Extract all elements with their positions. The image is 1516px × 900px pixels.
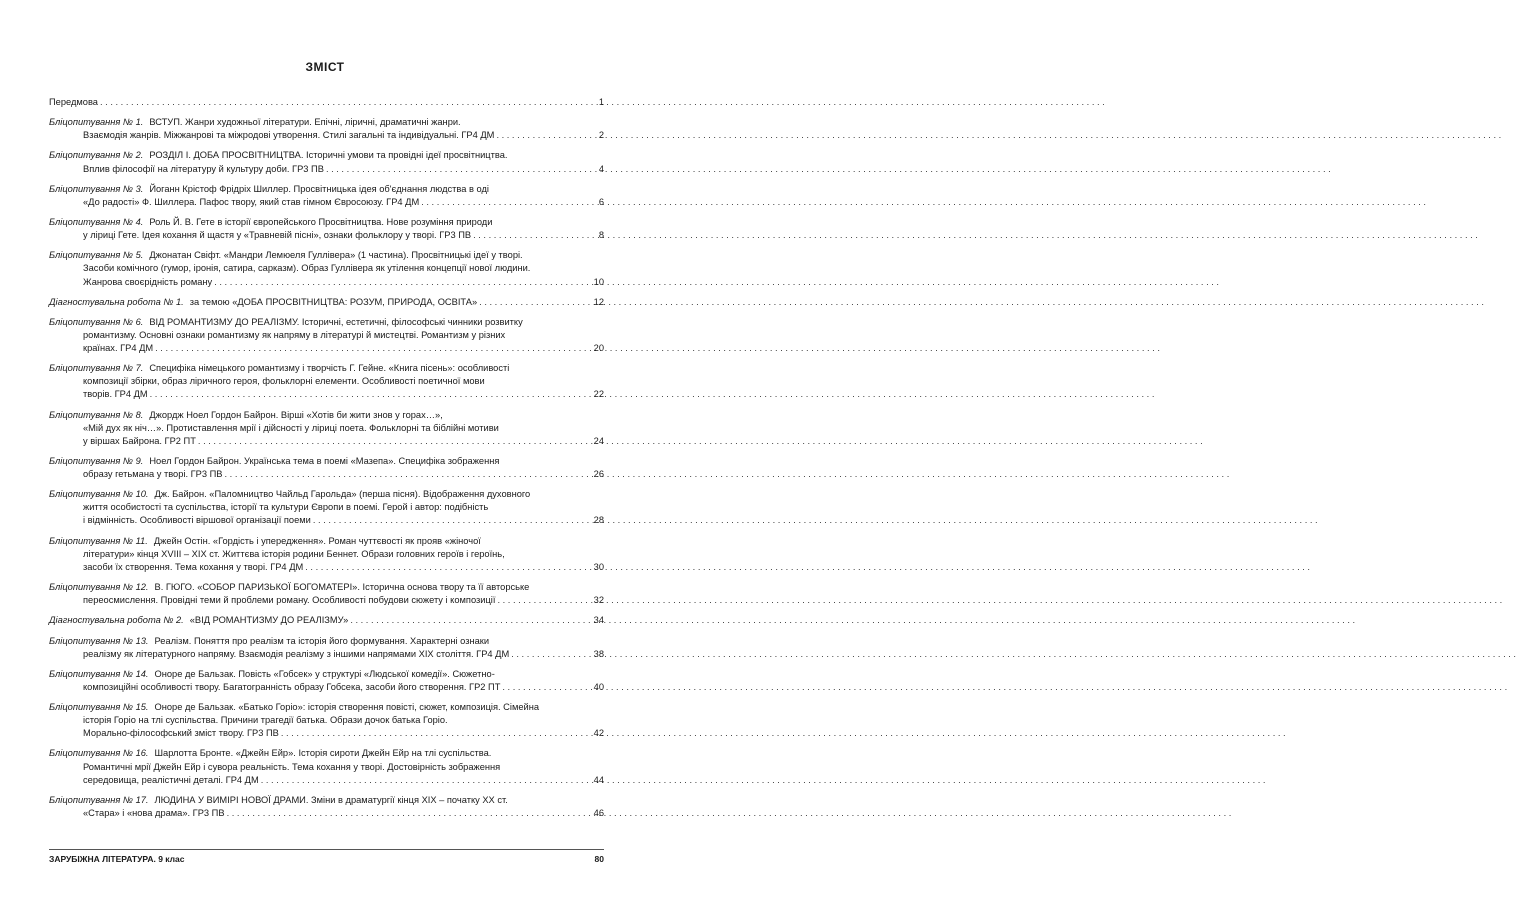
toc-entry-line (49, 714, 604, 727)
toc-entry-title: «Стара» і «нова драма». ГР3 ПВ (83, 807, 225, 818)
toc-entry-text (83, 807, 225, 820)
toc-entry-line (49, 342, 604, 355)
toc-entry-label: Бліцопитування № 15. (49, 702, 149, 713)
toc-entry-line (49, 747, 604, 760)
dot-leader (227, 807, 588, 820)
toc-entry-title: Романтичні мрії Джейн Ейр і сувора реальність. Тема кохання у творі. Достовірність зображення (83, 761, 501, 772)
toc-entry[interactable] (49, 614, 604, 627)
toc-entry-title: життя особистості та суспільства, історії та культури Європи в поемі. Герой і автор: подібність (83, 502, 489, 513)
toc-entry-title: композиції збірки, образ ліричного героя, фольклорні елементи. Особливості поетичної мови (83, 376, 485, 387)
toc-entry[interactable] (49, 535, 604, 574)
toc-page-number: 32 (593, 595, 604, 606)
toc-entry-title: Оноре де Бальзак. Повість «Гобсек» у структурі «Людської комедії». Сюжетно- (154, 668, 495, 679)
dot-leader (326, 163, 588, 176)
dot-leader (198, 435, 588, 448)
toc-entry-label: Бліцопитування № 14. (49, 668, 149, 679)
toc-entry-text (49, 701, 539, 714)
toc-entry-text (49, 635, 489, 648)
toc-page-number: 44 (593, 774, 604, 785)
toc-entry[interactable] (49, 409, 604, 448)
toc-entry-title: реалізму як літературного напряму. Взаємодія реалізму з іншими напрямами XIX століття. ГР4 ДМ (83, 648, 510, 659)
toc-entry-text (49, 488, 530, 501)
toc-entry-text (49, 96, 98, 109)
toc-entry-text (49, 668, 495, 681)
toc-page-number: 30 (593, 561, 604, 572)
toc-entry-text (83, 163, 324, 176)
toc-entry-line (49, 422, 604, 435)
dot-leader (511, 648, 588, 661)
toc-entry-line (49, 276, 604, 289)
footer-page-number: 80 (594, 854, 604, 864)
toc-entry-line (49, 581, 604, 594)
toc-entry-title: Взаємодія жанрів. Міжжанрові та міжродові утворення. Стилі загальні та індивідуальні. ГР4 ДМ (83, 130, 495, 141)
toc-page-number: 38 (593, 648, 604, 659)
toc-entry-text (83, 648, 509, 661)
toc-entry-label: Бліцопитування № 3. (49, 183, 144, 194)
dot-leader (100, 96, 588, 109)
toc-entry-line (49, 468, 604, 481)
toc-entry-line (49, 535, 604, 548)
toc-entry[interactable] (49, 581, 604, 607)
toc-entry-text (83, 129, 494, 142)
toc-entry[interactable] (49, 116, 604, 142)
toc-entry-title: засоби їх створення. Тема кохання у творі. ГР4 ДМ (83, 561, 304, 572)
dot-leader (502, 681, 588, 694)
toc-entry[interactable] (49, 794, 604, 820)
toc-entry[interactable] (49, 362, 604, 401)
toc-entry-title: Йоганн Крістоф Фрідріх Шиллер. Просвітницька ідея об'єднання людства в оді (149, 183, 489, 194)
toc-entry-title: ВСТУП. Жанри художньої літератури. Епічні, ліричні, драматичні жанри. (149, 117, 461, 128)
toc-entry[interactable] (49, 488, 604, 527)
toc-entry[interactable] (49, 635, 604, 661)
dot-leader (225, 468, 589, 481)
toc-page-number: 10 (593, 276, 604, 287)
dot-leader (350, 614, 588, 627)
page-footer (49, 849, 604, 864)
toc-entry-text (83, 196, 419, 209)
toc-entry-line (49, 435, 604, 448)
toc-entry-text (83, 329, 505, 342)
toc-entry-text (83, 422, 499, 435)
toc-entry-line (49, 196, 604, 209)
toc-entry[interactable] (49, 296, 604, 309)
toc-entry-text (83, 229, 471, 242)
toc-entry-text (83, 761, 500, 774)
toc-entry[interactable] (49, 455, 604, 481)
dot-leader (155, 342, 588, 355)
toc-entry-label: Бліцопитування № 13. (49, 635, 149, 646)
toc-entry[interactable] (49, 668, 604, 694)
toc-entry-label: Діагностувальна робота № 1. (49, 296, 184, 307)
toc-entry-text (83, 501, 488, 514)
toc-entry-line (49, 129, 604, 142)
toc-entry-text (49, 614, 348, 627)
toc-entry-title: ВІД РОМАНТИЗМУ ДО РЕАЛІЗМУ. Історичні, естетичні, філософські чинники розвитку (149, 316, 523, 327)
toc-page-number: 20 (593, 343, 604, 354)
toc-page-number: 46 (593, 807, 604, 818)
toc-entry-title: «Мій дух як ніч…». Протиставлення мрії і дійсності у ліриці поета. Фольклорні та біблійні мотиви (83, 422, 499, 433)
toc-entry-text (49, 747, 491, 760)
toc-entry-text (83, 548, 505, 561)
toc-entry-text (49, 296, 477, 309)
toc-entry[interactable] (49, 249, 604, 288)
toc-entry-title: «До радості» Ф. Шиллера. Пафос твору, який став гімном Євросоюзу. ГР4 ДМ (83, 196, 420, 207)
toc-entry[interactable] (49, 149, 604, 175)
toc-entry-line (49, 183, 604, 196)
dot-leader (473, 229, 588, 242)
toc-entry-text (83, 561, 303, 574)
toc-entry-label: Бліцопитування № 16. (49, 748, 149, 759)
toc-entry[interactable] (49, 183, 604, 209)
toc-entry[interactable] (49, 747, 604, 786)
toc-entry-line (49, 262, 604, 275)
toc-entry-title: композиційні особливості твору. Багатогранність образу Гобсека, засоби його створення. ГР2 ПТ (83, 681, 501, 692)
toc-entry-line (49, 594, 604, 607)
toc-page-number: 4 (598, 163, 604, 174)
toc-entry-title: Засоби комічного (гумор, іронія, сатира, сарказм). Образ Гуллівера як утілення концепції нової людини. (83, 263, 531, 274)
toc-entry-line (49, 296, 604, 309)
toc-page-number: 6 (598, 196, 604, 207)
toc-entry-title: і відмінність. Особливості віршової організації поеми (83, 515, 311, 526)
toc-entry[interactable] (49, 701, 604, 740)
page (0, 0, 650, 900)
toc-entry-line (49, 614, 604, 627)
dot-leader (497, 594, 588, 607)
toc-entry-title: історія Горіо на тлі суспільства. Причини трагедії батька. Образи дочок батька Горіо. (83, 715, 448, 726)
table-of-contents (49, 96, 604, 827)
toc-entry-title: Джордж Ноел Гордон Байрон. Вірші «Хотів би жити знов у горах…», (149, 409, 443, 420)
toc-entry-label: Бліцопитування № 7. (49, 363, 144, 374)
toc-entry-text (49, 116, 461, 129)
toc-entry-line (49, 548, 604, 561)
toc-entry-text (49, 409, 443, 422)
toc-entry-text (83, 388, 148, 401)
toc-page-number: 2 (598, 130, 604, 141)
footer-book-title: ЗАРУБІЖНА ЛІТЕРАТУРА. 9 клас (49, 854, 185, 864)
toc-entry-title: у віршах Байрона. ГР2 ПТ (83, 435, 196, 446)
toc-entry-text (49, 216, 492, 229)
toc-entry-title: Ноел Гордон Байрон. Українська тема в поемі «Мазепа». Специфіка зображення (149, 456, 500, 466)
toc-entry-label: Бліцопитування № 9. (49, 456, 144, 466)
toc-entry-line (49, 807, 604, 820)
toc-page-number: 42 (593, 728, 604, 739)
toc-entry-title: В. ГЮГО. «СОБОР ПАРИЗЬКОЇ БОГОМАТЕРІ». Історична основа твору та її авторське (154, 582, 530, 593)
toc-entry-label: Бліцопитування № 2. (49, 150, 144, 161)
dot-leader (421, 196, 588, 209)
toc-entry-title: Морально-філософський зміст твору. ГР3 ПВ (83, 728, 279, 739)
toc-entry-line (49, 216, 604, 229)
toc-page-number: 26 (593, 469, 604, 480)
dot-leader (305, 561, 588, 574)
toc-entry-title: ЛЮДИНА У ВИМІРІ НОВОЇ ДРАМИ. Зміни в драматургії кінця XIX – початку XX ст. (154, 794, 508, 805)
toc-entry-line (49, 501, 604, 514)
toc-entry-title: творів. ГР4 ДМ (83, 389, 148, 400)
toc-entry-line (49, 761, 604, 774)
toc-entry-title: Джейн Остін. «Гордість і упередження». Роман чуттєвості як прояв «жіночої (153, 535, 481, 546)
toc-page-number: 40 (593, 681, 604, 692)
dot-leader (261, 774, 588, 787)
toc-entry-title: Реалізм. Поняття про реалізм та історія його формування. Характерні ознаки (154, 635, 490, 646)
toc-entry-line (49, 455, 604, 468)
toc-page-number: 28 (593, 515, 604, 526)
toc-entry-line (49, 701, 604, 714)
dot-leader (313, 514, 588, 527)
toc-entry-text (49, 794, 508, 807)
toc-page-number: 1 (598, 97, 604, 107)
toc-entry-line (49, 249, 604, 262)
toc-entry-label: Бліцопитування № 17. (49, 794, 149, 805)
toc-entry-line (49, 648, 604, 661)
toc-entry-title: Специфіка німецького романтизму і творчість Г. Гейне. «Книга пісень»: особливості (149, 363, 510, 374)
toc-entry-text (49, 455, 499, 468)
toc-entry-line (49, 794, 604, 807)
toc-entry-title: Передмова (49, 97, 98, 107)
toc-entry-line (49, 229, 604, 242)
toc-entry-line (49, 774, 604, 787)
toc-entry-title: за темою «ДОБА ПРОСВІТНИЦТВА: РОЗУМ, ПРИРОДА, ОСВІТА» (189, 296, 478, 307)
page-title: ЗМІСТ (305, 60, 345, 74)
toc-entry-title: Дж. Байрон. «Паломництво Чайльд Гарольда» (перша пісня). Відображення духовного (154, 489, 531, 500)
toc-page-number: 34 (593, 615, 604, 626)
dot-leader (214, 276, 588, 289)
toc-entry-line (49, 514, 604, 527)
toc-entry-text (83, 262, 530, 275)
toc-entry-text (49, 249, 523, 262)
dot-leader (496, 129, 588, 142)
toc-page-number: 22 (593, 389, 604, 400)
toc-entry[interactable] (49, 316, 604, 355)
toc-entry-title: образу гетьмана у творі. ГР3 ПВ (83, 469, 223, 480)
toc-entry-label: Бліцопитування № 11. (49, 535, 148, 546)
toc-entry-text (83, 727, 279, 740)
toc-entry-title: романтизму. Основні ознаки романтизму як напряму в літературі й мистецтві. Романтизм у різних (83, 329, 506, 340)
toc-entry-title: Оноре де Бальзак. «Батько Горіо»: історія створення повісті, сюжет, композиція. Сімейна (154, 702, 540, 713)
toc-entry-label: Бліцопитування № 5. (49, 250, 144, 261)
toc-entry-line (49, 163, 604, 176)
toc-entry-line (49, 116, 604, 129)
toc-entry-line (49, 388, 604, 401)
toc-entry-title: у ліриці Гете. Ідея кохання й щастя у «Травневій пісні», ознаки фольклору у творі. ГР3 ПВ (83, 230, 472, 241)
toc-entry-label: Діагностувальна робота № 2. (49, 615, 184, 626)
toc-entry-text (83, 514, 311, 527)
dot-leader (150, 388, 588, 401)
toc-page-number: 12 (593, 296, 604, 307)
toc-page-number: 24 (593, 435, 604, 446)
toc-entry-text (83, 435, 196, 448)
toc-entry-line (49, 329, 604, 342)
toc-entry-text (83, 468, 223, 481)
toc-entry-text (49, 183, 489, 196)
toc-entry-title: країнах. ГР4 ДМ (83, 343, 154, 354)
toc-entry-label: Бліцопитування № 8. (49, 409, 144, 420)
toc-entry-title: Вплив філософії на літературу й культуру доби. ГР3 ПВ (83, 163, 324, 174)
toc-entry-title: Шарлотта Бронте. «Джейн Ейр». Історія сироти Джейн Ейр на тлі суспільства. (154, 748, 492, 759)
toc-entry-title: літератури» кінця XVIII – XIX ст. Життєва історія родини Беннет. Образи головних героїв і героїнь, (83, 548, 505, 559)
toc-entry-title: Жанрова своєрідність роману (83, 276, 213, 287)
toc-entry-line (49, 488, 604, 501)
dot-leader (281, 727, 588, 740)
toc-entry-text (49, 535, 481, 548)
toc-entry-title: переосмислення. Провідні теми й проблеми роману. Особливості побудови сюжету і композиції (83, 595, 496, 606)
toc-entry-title: «ВІД РОМАНТИЗМУ ДО РЕАЛІЗМУ» (189, 615, 349, 626)
toc-entry-line (49, 362, 604, 375)
dot-leader (479, 296, 588, 309)
toc-entry-line (49, 727, 604, 740)
toc-entry-text (83, 342, 153, 355)
toc-entry-line (49, 681, 604, 694)
toc-entry[interactable] (49, 96, 604, 109)
toc-entry[interactable] (49, 216, 604, 242)
toc-entry-line (49, 316, 604, 329)
toc-page-number: 8 (598, 230, 604, 241)
toc-entry-text (49, 316, 523, 329)
toc-entry-line (49, 375, 604, 388)
toc-entry-label: Бліцопитування № 6. (49, 316, 144, 327)
toc-entry-title: РОЗДІЛ І. ДОБА ПРОСВІТНИЦТВА. Історичні умови та провідні ідеї просвітництва. (149, 150, 508, 161)
toc-entry-text (83, 375, 485, 388)
toc-entry-line (49, 561, 604, 574)
toc-entry-line (49, 96, 604, 109)
toc-entry-title: Роль Й. В. Гете в історії європейського Просвітництва. Нове розуміння природи (149, 217, 493, 228)
toc-entry-label: Бліцопитування № 10. (49, 489, 149, 500)
toc-entry-line (49, 149, 604, 162)
toc-entry-text (49, 362, 509, 375)
toc-entry-label: Бліцопитування № 1. (49, 117, 144, 128)
toc-entry-title: Джонатан Свіфт. «Мандри Лемюеля Гуллівера» (1 частина). Просвітницькі ідеї у творі. (149, 250, 523, 261)
toc-entry-text (49, 581, 529, 594)
toc-entry-text (83, 276, 212, 289)
toc-entry-title: середовища, реалістичні деталі. ГР4 ДМ (83, 774, 259, 785)
toc-entry-text (83, 594, 495, 607)
toc-entry-line (49, 409, 604, 422)
toc-entry-line (49, 635, 604, 648)
toc-entry-text (83, 681, 500, 694)
toc-entry-text (49, 149, 507, 162)
toc-entry-line (49, 668, 604, 681)
toc-entry-label: Бліцопитування № 4. (49, 217, 144, 228)
toc-entry-text (83, 774, 259, 787)
toc-entry-label: Бліцопитування № 12. (49, 582, 149, 593)
toc-entry-text (83, 714, 448, 727)
